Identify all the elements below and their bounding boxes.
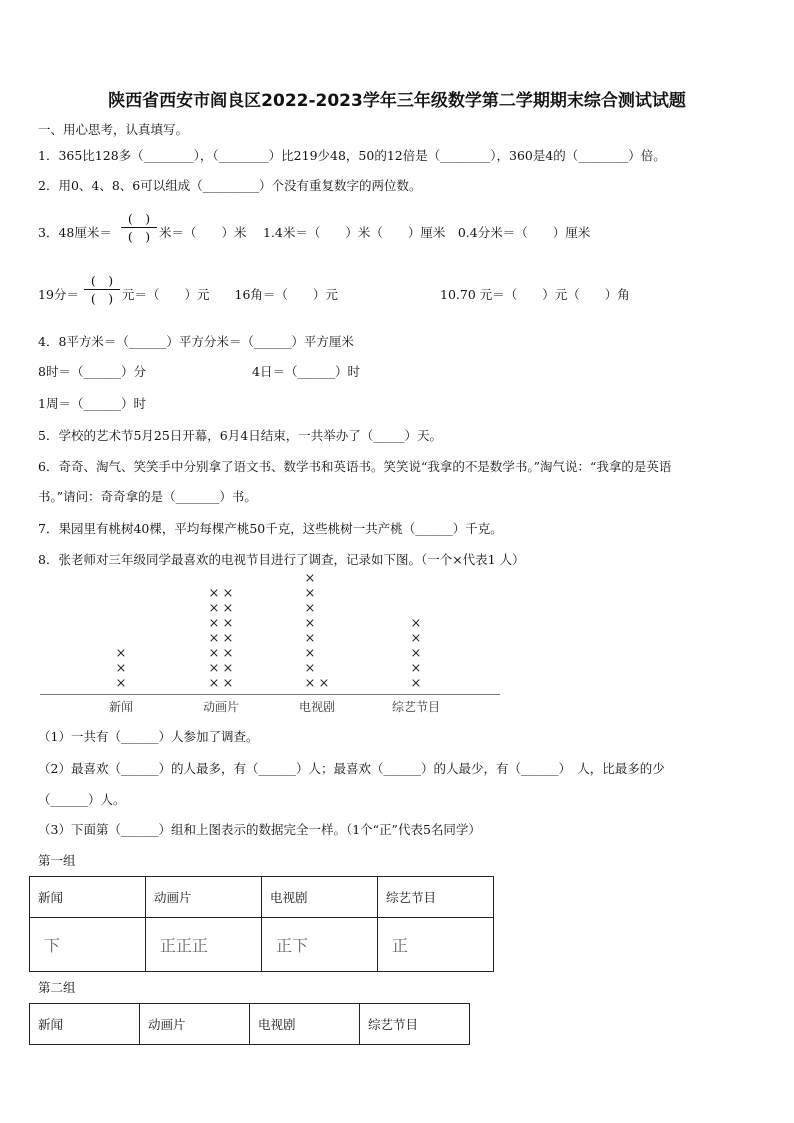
- table-header-cell: 电视剧: [262, 877, 378, 918]
- group-2-table: [29, 1003, 470, 1045]
- question-3a-prefix: 3．48厘米＝: [38, 225, 112, 240]
- question-6-line1: 6．奇奇、淘气、笑笑手中分别拿了语文书、数学书和英语书。笑笑说“我拿的不是数学书。”淘气说：“我拿的是英语: [38, 459, 672, 474]
- question-3b-prefix: 19分＝: [38, 287, 79, 302]
- pictograph-symbol: ×: [115, 676, 127, 691]
- pictograph-symbol: ×: [222, 586, 234, 601]
- pictograph-symbol: ×: [304, 631, 316, 646]
- pictograph-symbol: ×: [304, 646, 316, 661]
- page-title: 陕西省西安市阎良区2022-2023学年三年级数学第二学期期末综合测试试题: [108, 91, 686, 111]
- pictograph-symbol: ×: [410, 616, 422, 631]
- tally-cell: 下: [30, 918, 146, 972]
- category-label: 综艺节目: [391, 700, 440, 714]
- question-7: 7．果园里有桃树40棵，平均每棵产桃50千克，这些桃树一共产桃（______）千克。: [38, 521, 503, 536]
- table-header-cell: 动画片: [140, 1004, 250, 1045]
- question-4-line1: 4．8平方米＝（______）平方分米＝（______）平方厘米: [38, 334, 354, 349]
- question-8-sub2-line1: （2）最喜欢（______）的人最多，有（______）人；最喜欢（______）的人最少，有（______） 人，比最多的少: [38, 761, 665, 776]
- pictograph-symbol: ×: [222, 676, 234, 691]
- group-1-label: 第一组: [38, 853, 76, 868]
- fraction-bar: [121, 227, 157, 228]
- tally-cell: 正: [378, 918, 494, 972]
- fraction-numerator: ( ): [90, 273, 114, 288]
- table-header-cell: 动画片: [146, 877, 262, 918]
- table-header-cell: 综艺节目: [378, 877, 494, 918]
- pictograph-symbol: ×: [115, 646, 127, 661]
- group-1-table: [29, 876, 494, 972]
- tally-cell: 正下: [262, 918, 378, 972]
- question-8-sub1: （1）一共有（______）人参加了调查。: [38, 729, 259, 744]
- pictograph-symbol: ×: [410, 661, 422, 676]
- table-header-cell: 综艺节目: [360, 1004, 470, 1045]
- pictograph-symbol: ×: [222, 616, 234, 631]
- pictograph-symbol: ×: [208, 601, 220, 616]
- question-1: 1．365比128多（________），（________）比219少48，50的12倍是（________），360是4的（________）倍。: [38, 148, 666, 163]
- fraction-denominator: ( ): [127, 229, 151, 244]
- chart-baseline: [40, 694, 500, 695]
- pictograph-symbol: ×: [222, 661, 234, 676]
- pictograph-symbol: ×: [410, 631, 422, 646]
- question-3b-suffix: 元＝（ ）元 16角＝（ ）元: [122, 287, 338, 302]
- fraction-numerator: ( ): [127, 211, 151, 226]
- question-4-line2b: 4日＝（______）时: [252, 364, 360, 379]
- table-header-cell: 新闻: [30, 877, 146, 918]
- question-8-sub2-line2: （______）人。: [38, 792, 126, 807]
- fraction-blank-2: [84, 273, 120, 306]
- fraction-blank-1: [121, 211, 157, 244]
- pictograph-symbol: ×: [115, 661, 127, 676]
- pictograph-symbol: ×: [410, 646, 422, 661]
- table-header-cell: 新闻: [30, 1004, 140, 1045]
- question-4-line3: 1周＝（______）时: [38, 396, 146, 411]
- question-5: 5．学校的艺术节5月25日开幕，6月4日结束，一共举办了（_____）天。: [38, 428, 442, 443]
- group-2-label: 第二组: [38, 980, 76, 995]
- pictograph-symbol: ×: [304, 676, 316, 691]
- pictograph-symbol: ×: [304, 586, 316, 601]
- section-heading: 一、用心思考，认真填写。: [38, 122, 189, 137]
- pictograph-symbol: ×: [304, 616, 316, 631]
- fraction-denominator: ( ): [90, 291, 114, 306]
- category-label: 新闻: [108, 700, 133, 714]
- table-header-cell: 电视剧: [250, 1004, 360, 1045]
- pictograph-symbol: ×: [222, 631, 234, 646]
- question-2: 2．用0、4、8、6可以组成（_________）个没有重复数字的两位数。: [38, 178, 422, 193]
- pictograph-symbol: ×: [208, 631, 220, 646]
- question-8-stem: 8．张老师对三年级同学最喜欢的电视节目进行了调查，记录如下图。（一个×代表1 人）: [38, 552, 525, 567]
- pictograph-symbol: ×: [304, 571, 316, 586]
- pictograph-symbol: ×: [208, 661, 220, 676]
- question-4-line2a: 8时＝（______）分: [38, 364, 146, 379]
- question-6-line2: 书。”请问：奇奇拿的是（_______）书。: [38, 489, 257, 504]
- fraction-bar: [84, 289, 120, 290]
- question-3a-suffix: 米＝（ ）米 1.4米＝（ ）米（ ）厘米 0.4分米＝（ ）厘米: [159, 225, 591, 240]
- pictograph-symbol: ×: [304, 661, 316, 676]
- pictograph-symbol: ×: [208, 616, 220, 631]
- question-3b-tail: 10.70 元＝（ ）元（ ）角: [440, 287, 630, 302]
- pictograph-symbol: ×: [410, 676, 422, 691]
- tally-cell: 正正正: [146, 918, 262, 972]
- question-8-sub3: （3）下面第（______）组和上图表示的数据完全一样。（1个“正”代表5名同学）: [38, 822, 481, 837]
- pictograph-symbol: ×: [208, 676, 220, 691]
- pictograph-symbol: ×: [222, 646, 234, 661]
- pictograph-symbol: ×: [208, 646, 220, 661]
- pictograph-symbol: ×: [208, 586, 220, 601]
- category-label: 电视剧: [298, 700, 335, 714]
- pictograph-symbol: ×: [318, 676, 330, 691]
- pictograph-symbol: ×: [304, 601, 316, 616]
- pictograph-symbol: ×: [222, 601, 234, 616]
- category-label: 动画片: [202, 700, 239, 714]
